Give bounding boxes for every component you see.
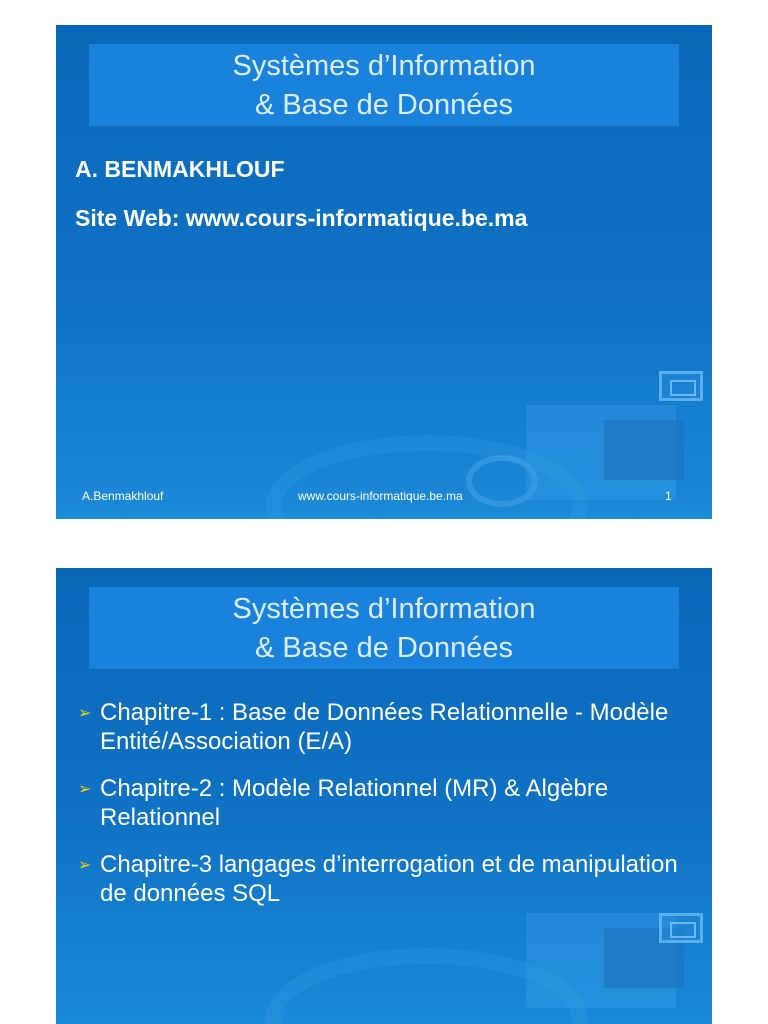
- website-text: Site Web: www.cours-informatique.be.ma: [75, 205, 528, 231]
- chapter-text: Chapitre-3 langages d’interrogation et de manipulation de données SQL: [100, 851, 678, 907]
- chapter-item: [74, 850, 694, 908]
- page-number: 1: [665, 489, 672, 503]
- computer-chip-icon: [659, 371, 703, 401]
- title-line-1: Systèmes d’Information: [232, 593, 536, 625]
- slide-title: [89, 44, 679, 126]
- chapter-text: Chapitre-2 : Modèle Relationnel (MR) & Algèbre Relationnel: [100, 775, 609, 831]
- author-name: A. BENMAKHLOUF: [75, 156, 285, 182]
- decorative-block: [604, 420, 684, 480]
- arrow-bullet-icon: ➢: [78, 781, 92, 798]
- slide-1: [56, 25, 712, 519]
- chapter-item: [74, 698, 694, 756]
- arrow-bullet-icon: ➢: [78, 705, 92, 722]
- slide-2: [56, 568, 712, 1024]
- footer-website: www.cours-informatique.be.ma: [298, 489, 463, 503]
- slide-title: [89, 587, 679, 669]
- title-line-1: Systèmes d’Information: [232, 50, 536, 82]
- chapter-item: [74, 774, 694, 832]
- chapter-text: Chapitre-1 : Base de Données Relationnelle - Modèle Entité/Association (E/A): [100, 699, 669, 755]
- title-line-2: & Base de Données: [255, 632, 513, 664]
- arrow-bullet-icon: ➢: [78, 857, 92, 874]
- title-line-2: & Base de Données: [255, 89, 513, 121]
- chapter-list: [74, 698, 694, 926]
- footer-author: A.Benmakhlouf: [82, 489, 164, 503]
